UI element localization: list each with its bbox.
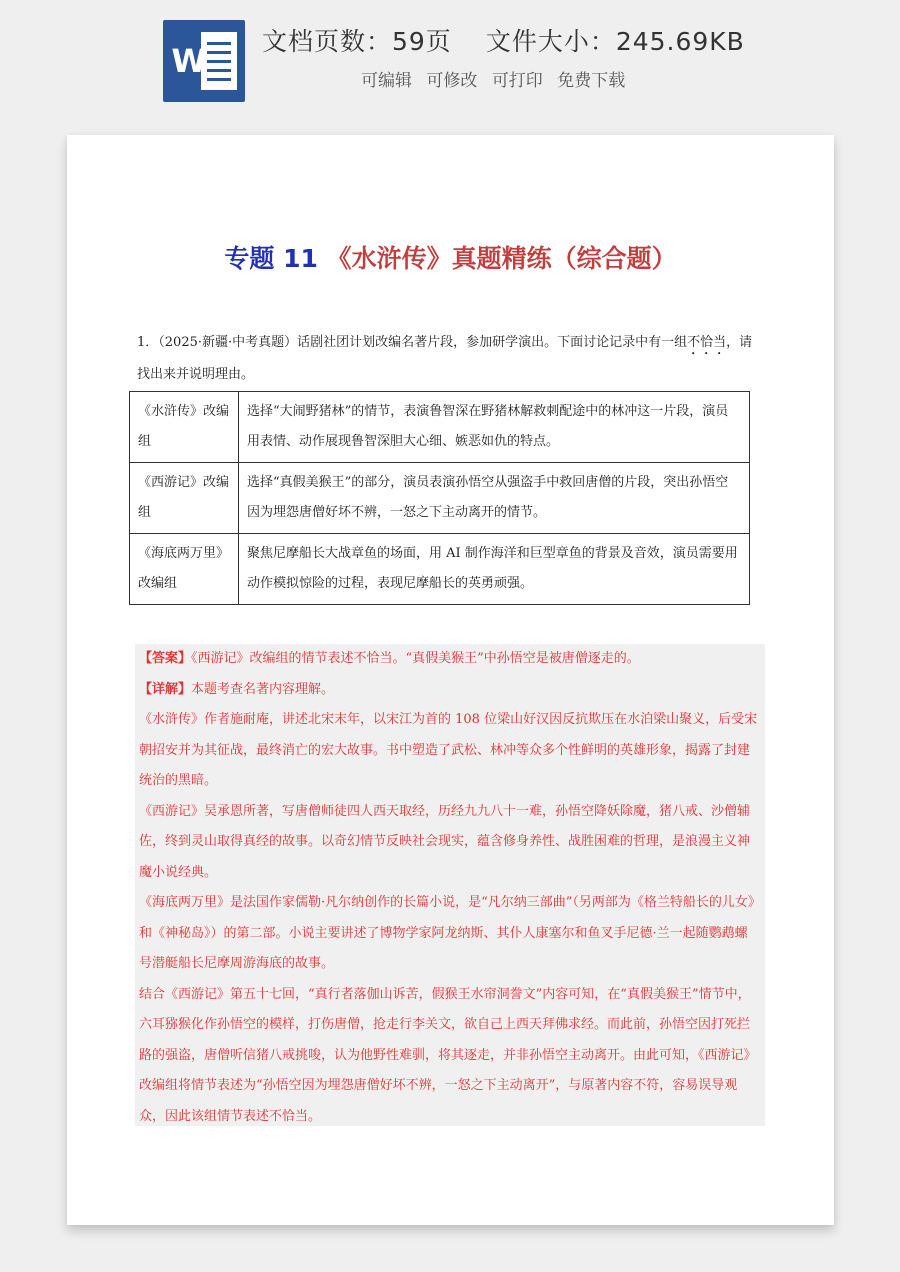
table-row [130, 392, 750, 463]
feature-free-download: 免费下载 [557, 71, 626, 91]
detail-tag: 【详解】 [139, 681, 192, 697]
title-main: 《水浒传》真题精练（综合题） [326, 244, 677, 273]
group-name: 《海底两万里》改编组 [130, 534, 239, 605]
download-banner [0, 0, 900, 125]
question-lead: 1．（2025·新疆·中考真题）话剧社团计划改编名著片段，参加研学演出。下面讨论记录中有一组 [137, 335, 688, 350]
explanation-paragraph: 《海底两万里》是法国作家儒勒·凡尔纳创作的长篇小说，是“凡尔纳三部曲”（另两部为《格兰特船长的儿女》和《神秘岛》）的第二部。小说主要讲述了博物学家阿龙纳斯、其仆人康塞尔和鱼叉手尼德·兰一起随鹦鹉螺号潜艇船长尼摩周游海底的故事。 [139, 895, 755, 971]
question-emphasis: 不恰当 [687, 335, 727, 350]
explanation-paragraph: 《水浒传》作者施耐庵，讲述北宋末年，以宋江为首的 108 位梁山好汉因反抗欺压在水泊梁山聚义，后受宋朝招安并为其征战，最终消亡的宏大故事。书中塑造了武松、林冲等众多个性鲜明的英雄形象，揭露了封建统治的黑暗。 [139, 712, 758, 788]
explanation-paragraph: 《西游记》吴承恩所著，写唐僧师徒四人西天取经，历经九九八十一难，孙悟空降妖除魔，猪八戒、沙僧辅佐，终到灵山取得真经的故事。以奇幻情节反映社会现实，蕴含修身养性、战胜困难的哲理，是浪漫主义神魔小说经典。 [139, 803, 751, 880]
question-text [137, 327, 757, 391]
word-icon-letter: W [171, 42, 207, 80]
document-page [67, 135, 834, 1225]
answer-section [135, 644, 765, 1126]
group-desc: 选择“真假美猴王”的部分，演员表演孙悟空从强盗手中救回唐僧的片段，突出孙悟空因为埋怨唐僧好坏不辨，一怒之下主动离开的情节。 [239, 463, 750, 534]
feature-list [361, 66, 634, 91]
answer-line [135, 644, 765, 675]
word-icon [163, 20, 245, 102]
detail-text: 本题考查名著内容理解。 [191, 681, 335, 697]
feature-modifiable: 可修改 [426, 71, 478, 91]
page-title [67, 239, 834, 275]
group-name: 《水浒传》改编组 [130, 392, 239, 463]
answer-text: 《西游记》改编组的情节表述不恰当。“真假美猴王”中孙悟空是被唐僧逐走的。 [191, 651, 640, 666]
page-count: 文档页数：59页 [262, 27, 452, 56]
answer-tag: 【答案】 [139, 651, 192, 666]
title-prefix: 专题 11 [224, 244, 318, 273]
explanation-paragraph: 结合《西游记》第五十七回，“真行者落伽山诉苦，假猴王水帘洞誊文”内容可知，在“真假美猴王”情节中，六耳猕猴化作孙悟空的模样，打伤唐僧，抢走行李关文，欲自己上西天拜佛求经。而此前，孙悟空因打死拦路的强盗，唐僧听信猪八戒挑唆，认为他野性难驯，将其逐走，并非孙悟空主动离开。由此可知，《西游记》改编组将情节表述为“孙悟空因为埋怨唐僧好坏不辨，一怒之下主动离开”，与原著内容不符，容易误导观众，因此该组情节表述不恰当。 [139, 986, 757, 1124]
table-row [130, 534, 750, 605]
feature-editable: 可编辑 [361, 71, 412, 91]
file-meta [262, 22, 745, 58]
file-size: 文件大小：245.69KB [485, 27, 745, 56]
group-name: 《西游记》改编组 [130, 463, 239, 534]
group-desc: 选择“大闹野猪林”的情节，表演鲁智深在野猪林解救刺配途中的林冲这一片段，演员用表情、动作展现鲁智深胆大心细、嫉恶如仇的特点。 [239, 392, 750, 463]
group-desc: 聚焦尼摩船长大战章鱼的场面，用 AI 制作海洋和巨型章鱼的背景及音效，演员需要用动作模拟惊险的过程，表现尼摩船长的英勇顽强。 [239, 534, 750, 605]
detail-line [135, 675, 765, 706]
feature-printable: 可打印 [491, 71, 543, 91]
groups-table [129, 391, 750, 605]
table-row [130, 463, 750, 534]
question-tail: ，请找出来并说明理由。 [137, 335, 753, 382]
